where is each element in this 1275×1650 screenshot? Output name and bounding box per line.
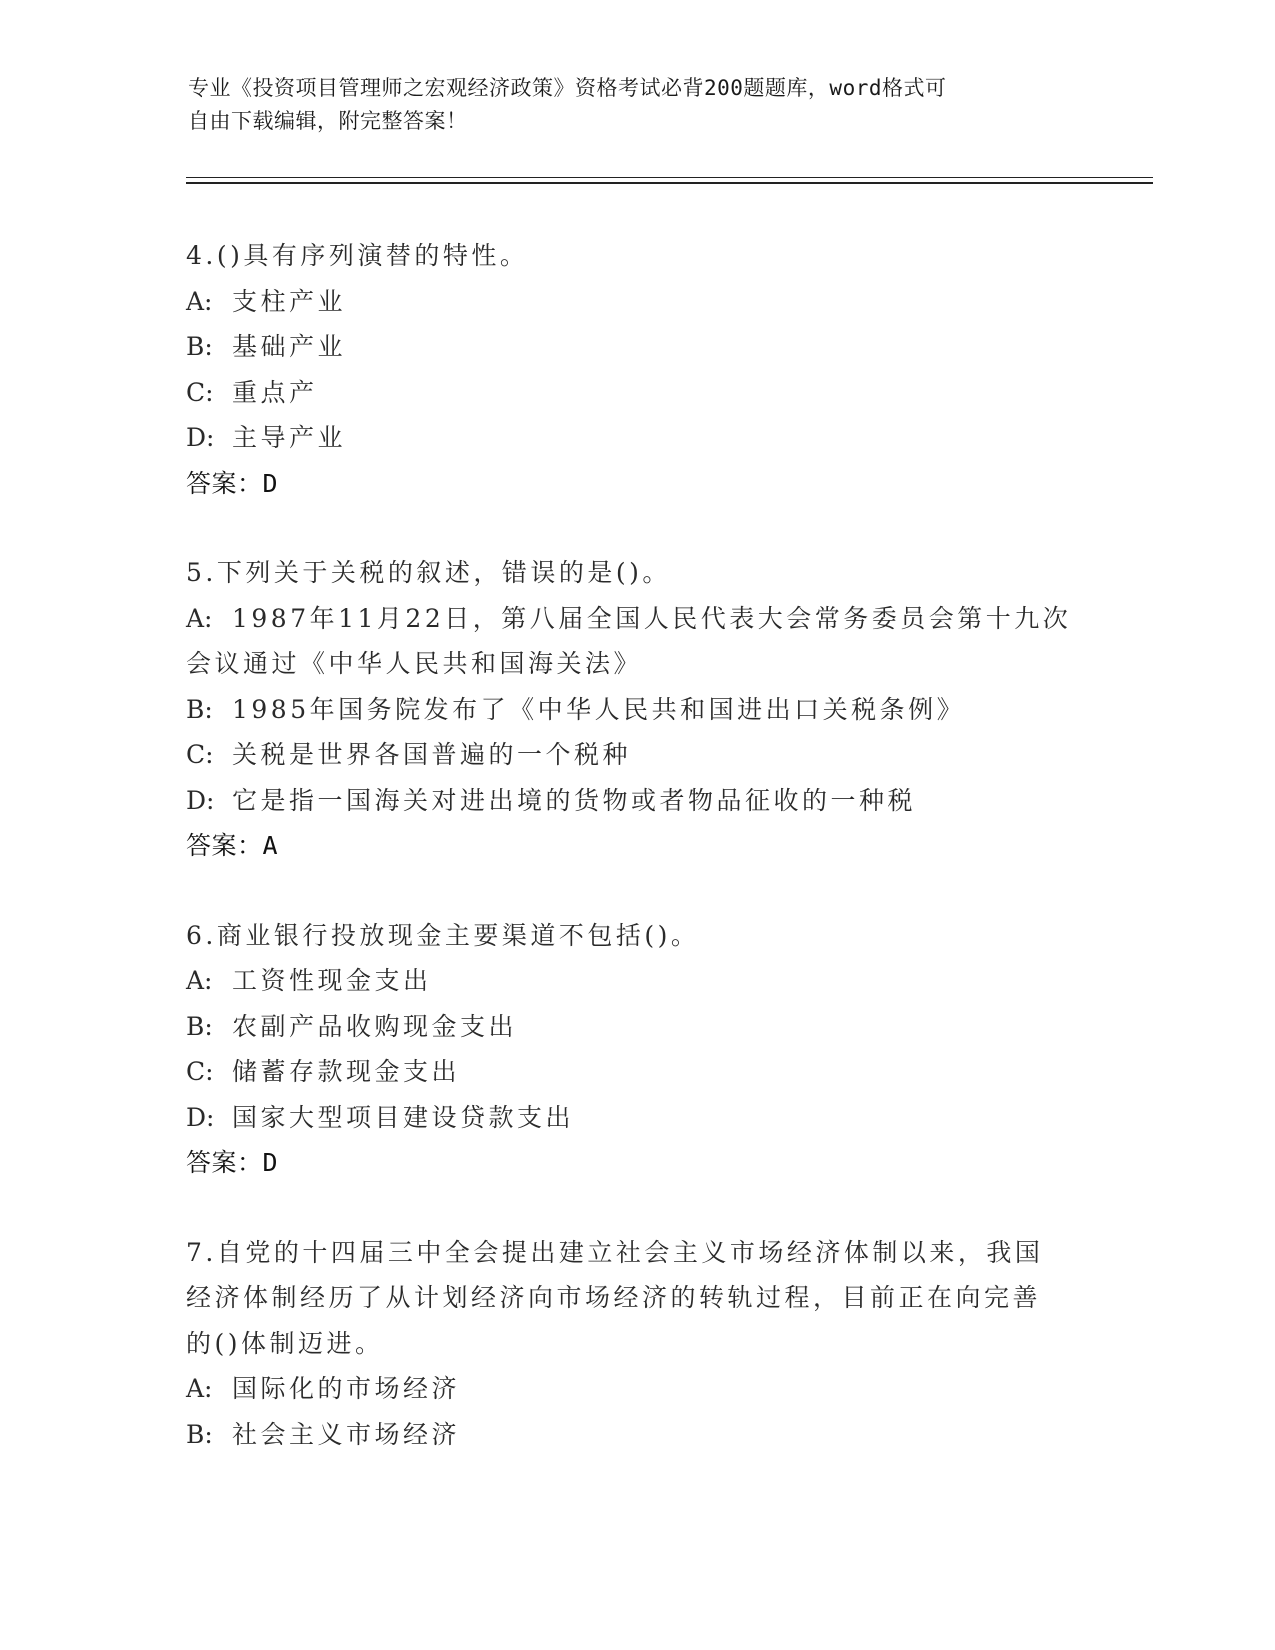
option-b <box>186 1412 1086 1458</box>
answer-value: D <box>262 1148 279 1177</box>
option-letter: C: <box>186 377 214 407</box>
option-a <box>186 958 1086 1004</box>
option-letter: B: <box>186 1011 213 1041</box>
option-letter: A: <box>186 603 213 633</box>
option-text: 储蓄存款现金支出 <box>232 1057 461 1086</box>
question-item <box>186 233 1086 506</box>
option-text: 农副产品收购现金支出 <box>232 1011 518 1041</box>
option-text: 社会主义市场经济 <box>232 1419 461 1449</box>
header-divider-thin <box>186 177 1153 178</box>
option-b <box>186 324 1086 370</box>
question-stem: 6.商业银行投放现金主要渠道不包括()。 <box>186 920 700 950</box>
answer-label: 答案： <box>186 831 263 860</box>
option-d <box>186 415 1086 461</box>
answer-line <box>186 823 1086 869</box>
option-letter: B: <box>186 1419 213 1449</box>
answer-label: 答案： <box>186 1148 263 1177</box>
option-c <box>186 732 1086 778</box>
question-stem-line-1: 7.自党的十四届三中全会提出建立社会主义市场经济体制以来，我国 <box>186 1237 1044 1267</box>
option-text: 国际化的市场经济 <box>232 1374 461 1403</box>
answer-value: D <box>262 468 279 498</box>
question-stem-line-3: 的()体制迈进。 <box>186 1328 384 1358</box>
question-stem: 4.()具有序列演替的特性。 <box>186 241 529 270</box>
question-item <box>186 550 1086 869</box>
option-text: 1985年国务院发布了《中华人民共和国进出口关税条例》 <box>232 694 966 724</box>
option-text: 工资性现金支出 <box>232 966 432 995</box>
option-b <box>186 687 1086 733</box>
answer-line <box>186 1140 1086 1186</box>
option-text: 主导产业 <box>232 423 347 452</box>
option-letter: D: <box>186 423 215 452</box>
question-item <box>186 1230 1086 1458</box>
answer-label: 答案： <box>186 468 263 498</box>
option-letter: C: <box>186 1057 214 1086</box>
option-a-continuation: 会议通过《中华人民共和国海关法》 <box>186 649 643 678</box>
option-letter: B: <box>186 694 213 724</box>
option-a <box>186 279 1086 325</box>
option-d <box>186 778 1086 824</box>
option-letter: A: <box>186 286 213 316</box>
option-letter: D: <box>186 785 215 815</box>
question-stem: 5.下列关于关税的叙述，错误的是()。 <box>186 558 671 587</box>
option-letter: B: <box>186 332 213 361</box>
option-letter: C: <box>186 740 214 769</box>
option-text: 它是指一国海关对进出境的货物或者物品征收的一种税 <box>232 785 917 815</box>
document-header <box>188 72 1068 138</box>
option-a <box>186 596 1086 642</box>
option-c <box>186 1049 1086 1095</box>
question-item <box>186 913 1086 1186</box>
option-letter: A: <box>186 966 213 995</box>
answer-line <box>186 461 1086 507</box>
header-title-line-2: 自由下载编辑，附完整答案！ <box>188 109 468 133</box>
option-text: 1987年11月22日，第八届全国人民代表大会常务委员会第十九次 <box>232 603 1072 633</box>
answer-value: A <box>262 831 279 860</box>
option-text: 关税是世界各国普遍的一个税种 <box>232 740 632 769</box>
option-c <box>186 370 1086 416</box>
option-a <box>186 1366 1086 1412</box>
option-text: 支柱产业 <box>232 286 347 316</box>
question-stem-line-2: 经济体制经历了从计划经济向市场经济的转轨过程，目前正在向完善 <box>186 1283 1042 1312</box>
option-letter: A: <box>186 1374 213 1403</box>
option-letter: D: <box>186 1102 215 1132</box>
header-title-line-1: 专业《投资项目管理师之宏观经济政策》资格考试必背200题题库，word格式可 <box>188 76 947 100</box>
option-text: 基础产业 <box>232 332 347 361</box>
option-d <box>186 1095 1086 1141</box>
option-text: 重点产 <box>232 377 318 407</box>
option-text: 国家大型项目建设贷款支出 <box>232 1102 575 1132</box>
header-divider-thick <box>186 182 1153 184</box>
question-list <box>186 233 1086 1501</box>
option-b <box>186 1004 1086 1050</box>
